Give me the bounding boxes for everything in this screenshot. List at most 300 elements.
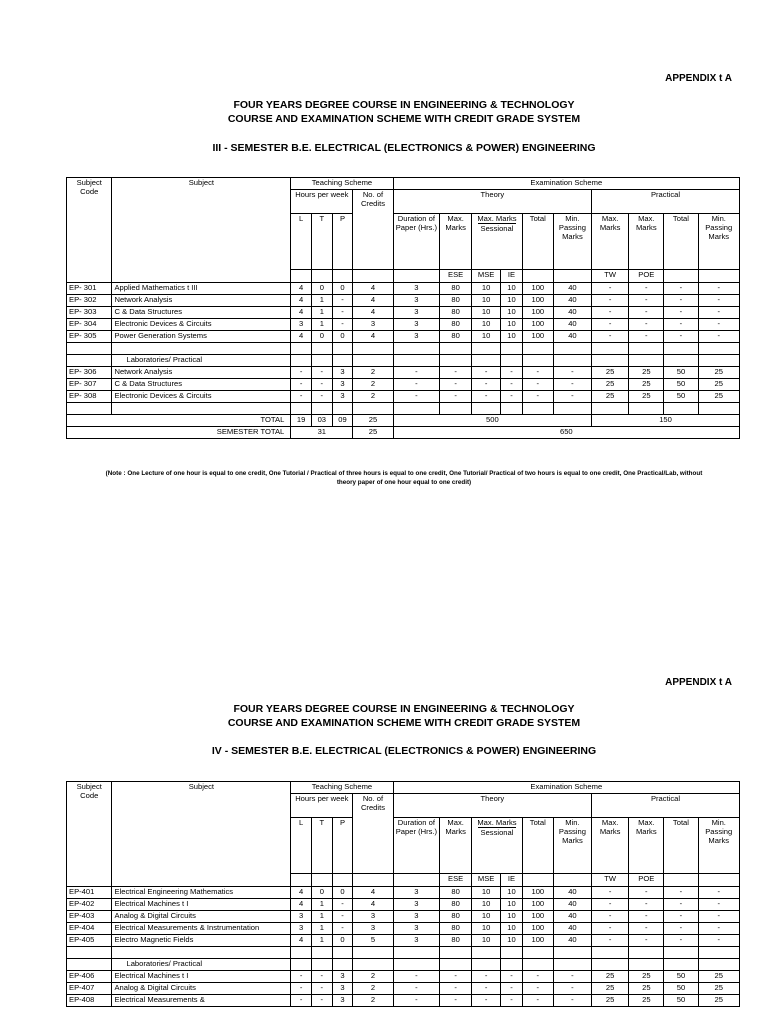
min-blank — [553, 874, 591, 887]
table-cell: - — [440, 391, 472, 403]
empty-cell — [393, 959, 440, 971]
table-cell: 10 — [472, 899, 501, 911]
lab-row — [67, 983, 740, 995]
empty-cell — [592, 947, 629, 959]
empty-cell — [592, 959, 629, 971]
table-cell: 3 — [393, 283, 440, 295]
total-label: TOTAL — [67, 415, 291, 427]
table-cell: - — [522, 379, 553, 391]
table-cell: 25 — [592, 971, 629, 983]
table-cell: EP-402 — [67, 899, 112, 911]
table-cell: 4 — [353, 899, 393, 911]
credits-header: No. of Credits — [353, 794, 393, 874]
empty-cell — [698, 343, 740, 355]
table-cell: 50 — [664, 983, 698, 995]
ptotal-blank — [664, 874, 698, 887]
empty-cell — [472, 959, 501, 971]
table-cell: - — [592, 899, 629, 911]
table-cell: 3 — [332, 995, 353, 1007]
table-cell: - — [629, 935, 664, 947]
empty-cell — [472, 343, 501, 355]
theory-total-header: Total — [522, 818, 553, 874]
duration-blank — [393, 270, 440, 283]
table-cell: 50 — [664, 971, 698, 983]
table-cell: - — [472, 995, 501, 1007]
hours-per-week-header: Hours per week — [291, 190, 353, 214]
table-cell: - — [629, 295, 664, 307]
table-cell: 3 — [393, 307, 440, 319]
credits-header: No. of Credits — [353, 190, 393, 270]
empty-cell — [393, 355, 440, 367]
empty-cell — [112, 403, 291, 415]
hours-per-week-header: Hours per week — [291, 794, 353, 818]
table-cell: - — [522, 391, 553, 403]
empty-cell — [472, 947, 501, 959]
practical-header: Practical — [592, 190, 740, 214]
table-cell: 25 — [629, 379, 664, 391]
table-cell: 10 — [472, 283, 501, 295]
empty-cell — [353, 355, 393, 367]
credit-note — [70, 470, 738, 487]
mse-header: MSE — [472, 270, 501, 283]
table-cell: 3 — [291, 923, 312, 935]
table-cell: - — [629, 899, 664, 911]
total-t: 03 — [311, 415, 332, 427]
subject-row — [67, 923, 740, 935]
semester-total-row — [67, 427, 740, 439]
practical-total-header: Total — [664, 214, 698, 270]
poe-header: POE — [629, 270, 664, 283]
table-cell: - — [291, 971, 312, 983]
empty-cell — [629, 343, 664, 355]
sessional-header — [472, 818, 523, 874]
empty-cell — [393, 947, 440, 959]
lab-row — [67, 995, 740, 1007]
table-cell: 4 — [291, 935, 312, 947]
table-cell: - — [501, 995, 523, 1007]
table-cell: - — [332, 899, 353, 911]
table-cell: - — [501, 391, 523, 403]
table-cell: 50 — [664, 391, 698, 403]
empty-cell — [553, 343, 591, 355]
table-cell: EP-408 — [67, 995, 112, 1007]
table-cell: - — [332, 307, 353, 319]
table-cell: Electrical Measurements & — [112, 995, 291, 1007]
scheme-title: COURSE AND EXAMINATION SCHEME WITH CREDIT GRADE SYSTEM — [227, 717, 581, 729]
table-cell: EP- 307 — [67, 379, 112, 391]
empty-cell — [698, 959, 740, 971]
table-cell: Electro Magnetic Fields — [112, 935, 291, 947]
empty-cell — [112, 947, 291, 959]
total-row — [67, 415, 740, 427]
subject-row — [67, 319, 740, 331]
table-cell: - — [698, 295, 740, 307]
table-cell: 2 — [353, 379, 393, 391]
p-blank — [332, 874, 353, 887]
semester-title: III - SEMESTER B.E. ELECTRICAL (ELECTRONICS & POWER) ENGINEERING — [212, 142, 596, 154]
empty-cell — [553, 959, 591, 971]
empty-cell — [522, 403, 553, 415]
table-cell: 25 — [592, 983, 629, 995]
subject-row — [67, 899, 740, 911]
p-blank — [332, 270, 353, 283]
subject-row — [67, 295, 740, 307]
table-cell: - — [522, 367, 553, 379]
table-cell: 10 — [472, 331, 501, 343]
empty-cell — [440, 355, 472, 367]
table-cell: - — [592, 911, 629, 923]
duration-header: Duration of Paper (Hrs.) — [393, 818, 440, 874]
table-cell: 0 — [332, 331, 353, 343]
empty-cell — [501, 959, 523, 971]
min-passing-header: Min. Passing Marks — [553, 214, 591, 270]
table-cell: 10 — [501, 295, 523, 307]
ptotal-blank — [664, 270, 698, 283]
table-cell: Electrical Engineering Mathematics — [112, 887, 291, 899]
table-cell: - — [393, 391, 440, 403]
table-cell: 10 — [472, 911, 501, 923]
table-cell: 10 — [472, 307, 501, 319]
total-theory-marks: 500 — [393, 415, 591, 427]
table-cell: - — [698, 887, 740, 899]
table-cell: - — [291, 379, 312, 391]
table-cell: 1 — [311, 935, 332, 947]
table-cell: - — [311, 995, 332, 1007]
empty-cell — [67, 403, 112, 415]
ese-header: ESE — [440, 874, 472, 887]
table-cell: 3 — [332, 379, 353, 391]
table-cell: 3 — [393, 899, 440, 911]
duration-blank — [393, 874, 440, 887]
table-cell: - — [664, 935, 698, 947]
table-cell: 1 — [311, 923, 332, 935]
empty-cell — [291, 403, 312, 415]
table-cell: - — [501, 379, 523, 391]
table-cell: 3 — [332, 391, 353, 403]
course-title: FOUR YEARS DEGREE COURSE IN ENGINEERING & TECHNOLOGY — [233, 703, 575, 715]
total-practical-marks: 150 — [592, 415, 740, 427]
empty-cell — [553, 947, 591, 959]
table-cell: 25 — [629, 391, 664, 403]
table-cell: - — [311, 983, 332, 995]
empty-cell — [698, 403, 740, 415]
table-cell: 4 — [291, 887, 312, 899]
table-cell: 80 — [440, 307, 472, 319]
max-marks-header: Max. Marks — [440, 214, 472, 270]
table-cell: - — [664, 911, 698, 923]
sessional-header — [472, 214, 523, 270]
table-cell: - — [311, 971, 332, 983]
table-cell: - — [311, 379, 332, 391]
table-cell: 4 — [353, 307, 393, 319]
header-row — [67, 178, 740, 190]
table-cell: - — [553, 391, 591, 403]
table-cell: Electronic Devices & Circuits — [112, 319, 291, 331]
empty-cell — [501, 343, 523, 355]
table-cell: 3 — [393, 331, 440, 343]
table-body — [67, 887, 740, 1007]
table-cell: 25 — [698, 995, 740, 1007]
table-cell: 2 — [353, 995, 393, 1007]
table-cell: 3 — [332, 971, 353, 983]
table-cell: 100 — [522, 887, 553, 899]
table-cell: Network Analysis — [112, 367, 291, 379]
t-blank — [311, 270, 332, 283]
table-cell: 3 — [393, 295, 440, 307]
table-cell: - — [553, 379, 591, 391]
duration-header: Duration of Paper (Hrs.) — [393, 214, 440, 270]
table-cell: 3 — [393, 923, 440, 935]
total-blank — [522, 270, 553, 283]
table-cell: - — [440, 367, 472, 379]
poe-max-marks-header: Max. Marks — [629, 214, 664, 270]
table-cell: 80 — [440, 935, 472, 947]
table-cell: 25 — [698, 983, 740, 995]
table-cell: 0 — [332, 887, 353, 899]
table-cell: 4 — [291, 295, 312, 307]
empty-cell — [592, 403, 629, 415]
table-cell: 4 — [291, 331, 312, 343]
empty-cell — [311, 403, 332, 415]
table-cell: 25 — [698, 971, 740, 983]
empty-cell — [332, 959, 353, 971]
table-cell: - — [698, 283, 740, 295]
table-cell: 50 — [664, 379, 698, 391]
table-cell: 10 — [501, 923, 523, 935]
empty-cell — [440, 403, 472, 415]
table-cell: 3 — [353, 923, 393, 935]
table-cell: - — [393, 367, 440, 379]
table-cell: 25 — [698, 367, 740, 379]
table-header — [67, 782, 740, 887]
table-cell: - — [592, 923, 629, 935]
table-cell: 25 — [698, 379, 740, 391]
empty-cell — [353, 959, 393, 971]
subject-code-header: Subject Code — [67, 782, 112, 887]
min-blank — [553, 270, 591, 283]
total-credits: 25 — [353, 415, 393, 427]
table-cell: EP-404 — [67, 923, 112, 935]
table-cell: - — [698, 935, 740, 947]
l-blank — [291, 270, 312, 283]
table-cell: 25 — [592, 391, 629, 403]
table-cell: Analog & Digital Circuits — [112, 911, 291, 923]
empty-cell — [332, 947, 353, 959]
empty-cell — [311, 343, 332, 355]
table-header — [67, 178, 740, 283]
table-cell: 4 — [353, 331, 393, 343]
table-cell: - — [664, 887, 698, 899]
subject-row — [67, 887, 740, 899]
empty-cell — [501, 947, 523, 959]
empty-cell — [311, 355, 332, 367]
empty-cell — [291, 355, 312, 367]
table-cell: 40 — [553, 911, 591, 923]
table-cell: EP- 301 — [67, 283, 112, 295]
total-l: 19 — [291, 415, 312, 427]
table-cell: EP-407 — [67, 983, 112, 995]
l-blank — [291, 874, 312, 887]
table-cell: 3 — [393, 911, 440, 923]
table-cell: Power Generation Systems — [112, 331, 291, 343]
table-cell: 1 — [311, 911, 332, 923]
table-cell: 3 — [291, 911, 312, 923]
table-cell: EP- 305 — [67, 331, 112, 343]
total-blank — [522, 874, 553, 887]
table-cell: 10 — [472, 295, 501, 307]
empty-cell — [553, 403, 591, 415]
table-cell: 100 — [522, 923, 553, 935]
table-cell: - — [291, 983, 312, 995]
table-cell: Applied Mathematics t III — [112, 283, 291, 295]
ese-header: ESE — [440, 270, 472, 283]
empty-cell — [522, 959, 553, 971]
empty-cell — [629, 947, 664, 959]
empty-cell — [353, 343, 393, 355]
table-cell: - — [332, 319, 353, 331]
tw-header: TW — [592, 874, 629, 887]
t-blank — [311, 874, 332, 887]
empty-cell — [353, 947, 393, 959]
empty-cell — [472, 355, 501, 367]
scheme-table — [66, 781, 740, 1007]
table-cell: 100 — [522, 295, 553, 307]
table-cell: 1 — [311, 307, 332, 319]
table-cell: - — [629, 911, 664, 923]
empty-cell — [440, 343, 472, 355]
table-cell: C & Data Structures — [112, 379, 291, 391]
table-cell: EP- 304 — [67, 319, 112, 331]
examination-scheme-header: Examination Scheme — [393, 782, 739, 794]
table-cell: - — [592, 887, 629, 899]
empty-cell — [311, 959, 332, 971]
labs-heading-row — [67, 355, 740, 367]
table-cell — [67, 959, 112, 971]
lab-row — [67, 971, 740, 983]
table-cell: 1 — [311, 319, 332, 331]
table-cell: - — [291, 367, 312, 379]
table-cell: - — [698, 911, 740, 923]
table-cell: - — [698, 331, 740, 343]
subject-code-header: Subject Code — [67, 178, 112, 283]
empty-cell — [332, 343, 353, 355]
table-cell: 25 — [592, 367, 629, 379]
table-cell: 10 — [501, 887, 523, 899]
empty-cell — [664, 959, 698, 971]
table-cell: - — [592, 331, 629, 343]
sessional-label: Sessional — [478, 827, 516, 837]
table-cell: 0 — [332, 283, 353, 295]
empty-cell — [501, 355, 523, 367]
table-cell: - — [291, 995, 312, 1007]
table-cell: - — [698, 923, 740, 935]
table-cell: 80 — [440, 911, 472, 923]
empty-cell — [592, 343, 629, 355]
table-cell: 25 — [592, 995, 629, 1007]
empty-cell — [472, 403, 501, 415]
table-cell: - — [664, 295, 698, 307]
spacer-row — [67, 403, 740, 415]
table-cell: 100 — [522, 319, 553, 331]
poe-header: POE — [629, 874, 664, 887]
subject-row — [67, 307, 740, 319]
credit-blank — [353, 270, 393, 283]
table-cell: EP- 308 — [67, 391, 112, 403]
examination-scheme-header: Examination Scheme — [393, 178, 739, 190]
subject-row — [67, 331, 740, 343]
empty-cell — [393, 343, 440, 355]
table-cell: 3 — [332, 367, 353, 379]
semester-total-label: SEMESTER TOTAL — [67, 427, 291, 439]
empty-cell — [664, 947, 698, 959]
table-cell: 5 — [353, 935, 393, 947]
empty-cell — [664, 343, 698, 355]
table-cell: 0 — [311, 283, 332, 295]
practical-header: Practical — [592, 794, 740, 818]
table-cell: - — [664, 307, 698, 319]
table-cell: 40 — [553, 319, 591, 331]
table-cell: - — [592, 307, 629, 319]
empty-cell — [629, 355, 664, 367]
table-cell: EP-405 — [67, 935, 112, 947]
table-cell: - — [553, 983, 591, 995]
table-cell: Analog & Digital Circuits — [112, 983, 291, 995]
labs-heading: Laboratories/ Practical — [112, 959, 291, 971]
semester-total-credits: 25 — [353, 427, 393, 439]
course-title: FOUR YEARS DEGREE COURSE IN ENGINEERING & TECHNOLOGY — [233, 99, 575, 111]
semester-title: IV - SEMESTER B.E. ELECTRICAL (ELECTRONICS & POWER) ENGINEERING — [211, 745, 597, 757]
table-cell: C & Data Structures — [112, 307, 291, 319]
table-cell: 3 — [353, 911, 393, 923]
empty-cell — [522, 343, 553, 355]
table-cell: 40 — [553, 935, 591, 947]
teaching-scheme-header: Teaching Scheme — [291, 178, 393, 190]
empty-cell — [393, 403, 440, 415]
empty-cell — [698, 947, 740, 959]
table-cell: 2 — [353, 391, 393, 403]
table-cell: - — [553, 995, 591, 1007]
practical-hours-header: P — [332, 214, 353, 270]
table-cell: - — [332, 295, 353, 307]
table-cell: - — [440, 379, 472, 391]
table-cell: 3 — [353, 319, 393, 331]
sessional-max-marks: Max. Marks — [477, 818, 517, 827]
table-cell: - — [440, 971, 472, 983]
table-cell: - — [553, 971, 591, 983]
table-cell: 40 — [553, 283, 591, 295]
table-cell: 40 — [553, 307, 591, 319]
table-cell: - — [393, 983, 440, 995]
table-cell: 1 — [311, 899, 332, 911]
note-line-1: (Note : One Lecture of one hour is equal to one credit, One Tutorial / Practical of three hours is equal to one credit, One Tutorial/ Practical of two hours is equal to one credit, One Practical/Lab, without — [105, 470, 703, 477]
table-cell: EP- 306 — [67, 367, 112, 379]
tw-header: TW — [592, 270, 629, 283]
empty-cell — [592, 355, 629, 367]
table-cell: 80 — [440, 319, 472, 331]
table-cell: 10 — [501, 307, 523, 319]
table-cell: 4 — [353, 283, 393, 295]
table-cell: 10 — [501, 899, 523, 911]
practical-min-passing-header: Min. Passing Marks — [698, 214, 740, 270]
table-cell: - — [472, 983, 501, 995]
min-passing-header: Min. Passing Marks — [553, 818, 591, 874]
practical-hours-header: P — [332, 818, 353, 874]
table-cell: 4 — [291, 307, 312, 319]
table-cell: 100 — [522, 935, 553, 947]
table-cell: 10 — [501, 319, 523, 331]
table-cell: - — [440, 995, 472, 1007]
table-cell: 0 — [311, 887, 332, 899]
